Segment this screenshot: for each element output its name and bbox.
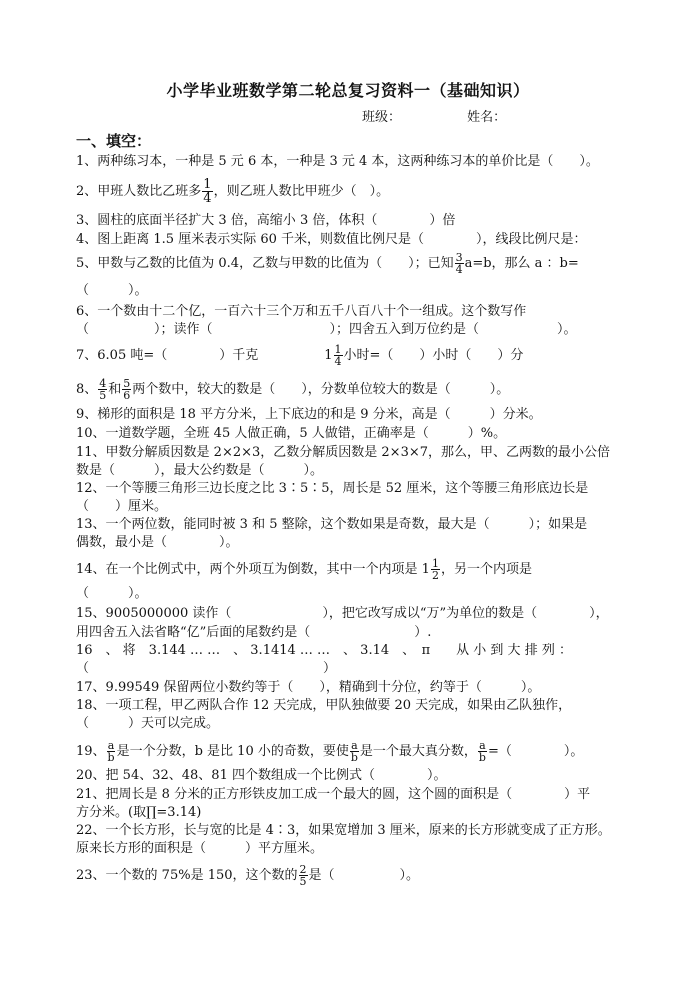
question-13-line-2: 偶数，最小是（ ）。 (76, 535, 239, 550)
question-12-line-2: （ ）厘米。 (76, 499, 168, 514)
question-7 (76, 344, 624, 367)
fraction-four-fifths (98, 378, 107, 401)
question-10: 10、一道数学题，全班 45 人做正确，5 人做错，正确率是（ ）%。 (76, 426, 507, 441)
mixed-number-whole: 1 (324, 348, 333, 363)
question-2 (76, 178, 624, 205)
question-5-text-b: a=b，那么 a ：b= (464, 256, 579, 271)
question-7-text-a: 7、6.05 吨=（ ）千克 (76, 348, 259, 363)
question-21-line-1: 21、把周长是 8 分米的正方形铁皮加工成一个最大的圆，这个圆的面积是（ ）平 (76, 787, 591, 802)
question-14-continued: （ ）。 (76, 586, 148, 601)
question-6-line-2: （ ）；读作（ ）；四舍五入到万位约是（ ）。 (76, 322, 577, 337)
fraction-numerator: a (107, 739, 115, 752)
fraction-denominator: 2 (431, 569, 439, 582)
fraction-numerator: 1 (431, 557, 439, 570)
question-14-text-a: 14、在一个比例式中，两个外项互为倒数，其中一个内项是 1 (76, 562, 430, 577)
fraction-a-over-b (350, 740, 359, 763)
question-20: 20、把 54、32、48、81 四个数组成一个比例式（ ）。 (76, 768, 447, 783)
question-19-text-a: 19、 (76, 744, 106, 759)
question-15-line-1: 15、9005000000 读作（ ），把它改写成以“万”为单位的数是（ ）， (76, 606, 609, 621)
fraction-three-quarters (455, 252, 464, 275)
fraction-a-over-b (107, 740, 116, 763)
question-2-text-a: 2、甲班人数比乙班多 (76, 184, 202, 199)
fraction-numerator: 3 (455, 251, 463, 264)
question-19-text-c: 是一个最大真分数， (359, 744, 477, 759)
question-8-text-a: 8、 (76, 382, 98, 397)
page-title: 小学毕业班数学第二轮总复习资料一（基础知识） (166, 81, 530, 100)
section-heading-fill-in: 一、填空： (76, 132, 152, 150)
fraction-denominator: 6 (123, 389, 131, 402)
question-18-line-1: 18、一项工程，甲乙两队合作 12 天完成，甲队独做要 20 天完成，如果由乙队独作， (76, 698, 572, 713)
question-4: 4、图上距离 1.5 厘米表示实际 60 千米，则数值比例尺是（ ），线段比例尺是： (76, 232, 587, 247)
question-15-line-2: 用四舍五入法省略“亿”后面的尾数约是（ ）. (76, 625, 432, 640)
student-info-line (362, 106, 506, 125)
question-14 (76, 558, 624, 581)
question-22-line-1: 22、一个长方形，长与宽的比是 4∶3，如果宽增加 3 厘米，原来的长方形就变成了正方形。 (76, 823, 611, 838)
question-19-text-e: =（ ）。 (487, 744, 584, 759)
question-12-line-1: 12、一个等腰三角形三边长度之比 3∶5∶5，周长是 52 厘米，这个等腰三角形底边长是 (76, 481, 589, 496)
fraction-one-half (431, 558, 440, 581)
question-9: 9、梯形的面积是 18 平方分米，上下底边的和是 9 分米，高是（ ）分米。 (76, 407, 542, 422)
name-label: 姓名： (467, 110, 507, 125)
question-3: 3、圆柱的底面半径扩大 3 倍，高缩小 3 倍，体积（ ）倍 (76, 213, 456, 228)
question-2-text-b: ，则乙班人数比甲班少（ ）。 (213, 184, 390, 199)
question-8 (76, 378, 624, 401)
fraction-numerator: a (351, 739, 358, 752)
question-1: 1、两种练习本，一种是 5 元 6 本，一种是 3 元 4 本，这两种练习本的单价比是（ ）。 (76, 154, 599, 169)
question-16-line-1: 16 、 将 3.144 … … 、 3.1414 … … 、 3.14 、 π 从 小 到 大 排 列 ： (76, 643, 572, 658)
question-11-line-2: 数是（ ），最大公约数是（ ）。 (76, 463, 324, 478)
question-23-text-a: 23、一个数的 75%是 150，这个数的 (76, 868, 298, 883)
fraction-numerator: a (479, 739, 486, 752)
question-8-text-b: 两个数中，较大的数是（ ），分数单位较大的数是（ ）。 (132, 382, 510, 397)
question-17: 17、9.99549 保留两位小数约等于（ ），精确到十分位，约等于（ ）。 (76, 680, 541, 695)
question-5-continued: （ ）。 (76, 283, 148, 298)
question-14-text-b: ，另一个内项是 (440, 562, 532, 577)
fraction-numerator: 5 (123, 377, 131, 390)
question-19 (76, 740, 624, 763)
question-19-text-b: 是一个分数，b 是比 10 小的奇数，要使 (116, 744, 349, 759)
fraction-numerator: 1 (334, 343, 342, 356)
question-16-line-2: （ ） (76, 661, 337, 676)
fraction-denominator: b (478, 751, 486, 764)
fraction-two-fifths (299, 864, 308, 887)
question-23 (76, 864, 624, 887)
question-18-line-2: （ ）天可以完成。 (76, 716, 220, 731)
fraction-one-quarter (202, 178, 212, 205)
fraction-denominator: b (107, 751, 115, 764)
question-8-and: 和 (108, 382, 122, 397)
question-21-line-2: 方分米。(取∏=3.14) (76, 805, 202, 820)
question-22-line-2: 原来长方形的面积是（ ）平方厘米。 (76, 841, 324, 856)
fraction-denominator: 5 (299, 875, 307, 888)
fraction-denominator: 4 (455, 263, 463, 276)
fraction-numerator: 1 (203, 177, 212, 192)
question-11-line-1: 11、甲数分解质因数是 2×2×3，乙数分解质因数是 2×3×7，那么，甲、乙两数的最小公倍 (76, 445, 611, 460)
question-13-line-1: 13、一个两位数，能同时被 3 和 5 整除，这个数如果是奇数，最大是（ ）；如果是 (76, 517, 588, 532)
fraction-denominator: 4 (334, 355, 342, 368)
question-23-text-b: 是（ ）。 (308, 868, 420, 883)
fraction-denominator: b (350, 751, 358, 764)
fraction-denominator: 5 (99, 389, 107, 402)
fraction-numerator: 2 (299, 863, 307, 876)
fraction-one-quarter (334, 344, 343, 367)
question-7-text-b: 小时=（ ）小时（ ）分 (343, 348, 524, 363)
class-label: 班级： (362, 110, 402, 125)
fraction-numerator: 4 (99, 377, 107, 390)
question-6-line-1: 6、一个数由十二个亿，一百六十三个万和五千八百八十个一组成。这个数写作 (76, 304, 527, 319)
fraction-five-sixths (122, 378, 131, 401)
fraction-a-over-b (478, 740, 487, 763)
fraction-denominator: 4 (203, 191, 212, 206)
question-5-text-a: 5、甲数与乙数的比值为 0.4，乙数与甲数的比值为（ ）；已知 (76, 256, 454, 271)
question-5 (76, 252, 624, 275)
